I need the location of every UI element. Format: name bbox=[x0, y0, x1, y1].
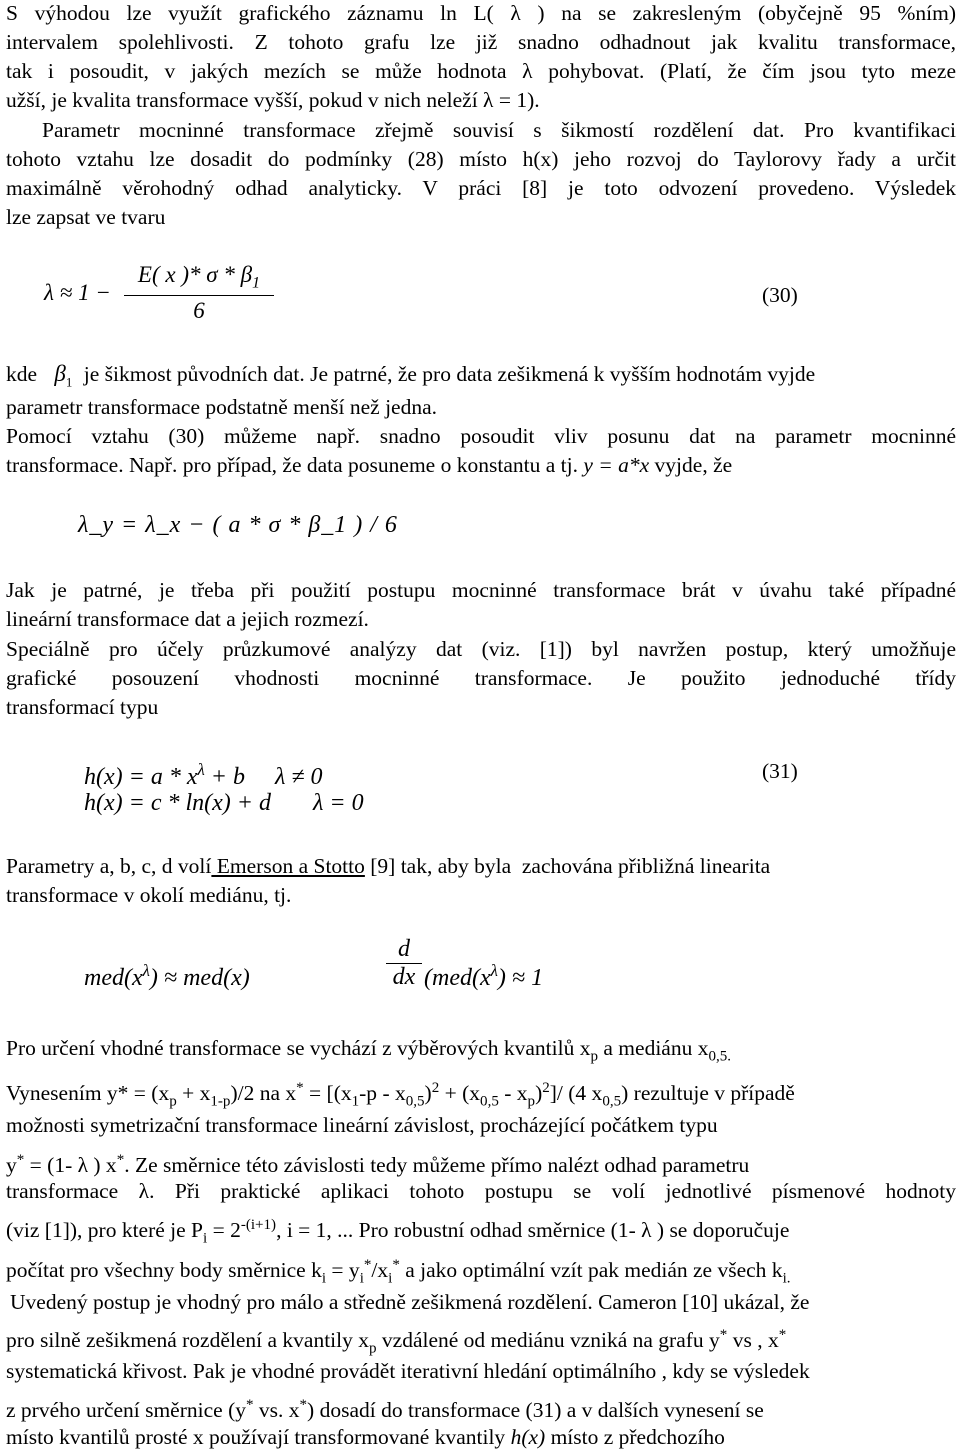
equation-sup: λ bbox=[490, 961, 498, 980]
text-line: grafické posouzení vhodnosti mocninné transformace. Je použito jednoduché třídy bbox=[6, 666, 956, 690]
text-line: systematická křivost. Pak je vhodné provádět iterativní hledání optimálního , kdy se výsledek bbox=[6, 1359, 810, 1383]
equation-30-numerator: E( x )* σ * β bbox=[137, 262, 253, 287]
equation-part: ) ≈ 1 bbox=[497, 965, 544, 991]
text-line bbox=[6, 853, 956, 879]
text-line: transformace λ. Při praktické aplikaci tohoto postupu se volí jednotlivé písmenové hodnoty bbox=[6, 1179, 956, 1203]
beta-symbol: β bbox=[54, 361, 66, 386]
text-line: (viz [1]), pro které je $P_i = 2^{-(i+1)}$, i = 1, ... Pro robustní odhad směrnice (1- λ ) se doporučuje bbox=[6, 1217, 790, 1247]
equation-30-label: (30) bbox=[762, 283, 798, 307]
text-line: Vynesením $y* = (x_p + x_{1-p})/2$ na $x^* = [(x_1-p - x_{0,5})^2 + (x_{0,5} - x_p)^2]/$ (4 $x_{0,5}$) rezultuje v případě bbox=[6, 1080, 795, 1110]
equation-30-numerator-sub: 1 bbox=[252, 274, 261, 292]
equation-31-line1-main: h(x) = a * x bbox=[84, 764, 198, 790]
text-line: místo kvantilů prosté x používají transformované kvantily h(x) místo z předchozího bbox=[6, 1425, 725, 1449]
text-line: Pomocí vztahu (30) můžeme např. snadno posoudit vliv posunu dat na parametr mocninné bbox=[6, 424, 956, 448]
text-line: pro silně zešikmená rozdělení a kvantily $x_p$ vzdálené od mediánu vzniká na grafu y* vs , x* bbox=[6, 1327, 787, 1357]
text-line: Pro určení vhodné transformace se vychází z výběrových kvantilů $x_p$ a mediánu $x_{0,5.}$ bbox=[6, 1036, 732, 1065]
text-line: intervalem spolehlivosti. Z tohoto grafu lze již snadno odhadnout jak kvalitu transformace, bbox=[6, 30, 956, 54]
text-line: parametr transformace podstatně menší než jedna. bbox=[6, 395, 438, 419]
text-line: Parametr mocninné transformace zřejmě souvisí s šikmostí rozdělení dat. Pro kvantifikaci bbox=[42, 118, 956, 142]
text-span: transformace. Např. pro případ, že data posuneme o konstantu a tj. bbox=[6, 453, 578, 477]
equation-sup: λ bbox=[142, 961, 150, 980]
text-line: Uvedený postup je vhodný pro málo a středně zešikmená rozdělení. Cameron [10] ukázal, že bbox=[10, 1290, 810, 1314]
equation-lambda-shift: λ_y = λ_x − ( a * σ * β_1 ) / 6 bbox=[78, 512, 398, 538]
equation-median-left bbox=[84, 958, 250, 991]
equation-30-denominator: 6 bbox=[193, 297, 205, 323]
text-line: transformací typu bbox=[6, 695, 159, 719]
equation-part: (med(x bbox=[424, 965, 491, 991]
equation-31-line1 bbox=[84, 757, 323, 790]
text-span: [9] tak, aby byla zachována přibližná linearita bbox=[364, 854, 771, 878]
citation-link[interactable]: Emerson a Stotto bbox=[211, 854, 365, 878]
beta-subscript: 1 bbox=[65, 374, 73, 390]
text-line: lineární transformace dat a jejich rozmezí. bbox=[6, 607, 369, 631]
text-line bbox=[6, 452, 732, 478]
text-line: užší, je kvalita transformace vyšší, pokud v nich neleží λ = 1). bbox=[6, 88, 540, 112]
equation-part: ) ≈ med(x) bbox=[149, 965, 250, 991]
equation-median-right bbox=[424, 958, 543, 991]
text-line bbox=[6, 361, 815, 395]
text-line: transformace v okolí mediánu, tj. bbox=[6, 883, 292, 907]
kde-word: kde bbox=[6, 362, 38, 386]
text-span: vyjde, že bbox=[649, 453, 733, 477]
equation-part: med(x bbox=[84, 965, 143, 991]
text-line: lze zapsat ve tvaru bbox=[6, 205, 166, 229]
text-line: y* = (1- λ ) x*. Ze směrnice této závislosti tedy můžeme přímo nalézt odhad parametru bbox=[6, 1152, 750, 1178]
equation-30-lhs: λ ≈ 1 − bbox=[44, 280, 111, 305]
equation-31-label: (31) bbox=[762, 759, 798, 783]
text-span: Parametry a, b, c, d volí bbox=[6, 854, 212, 878]
text-line: počítat pro všechny body směrnice $k_i = y_i^*/x_i^*$ a jako optimální vzít pak medián ze všech $k_{i.}$ bbox=[6, 1257, 791, 1287]
equation-31-line1-rest: + b λ ≠ 0 bbox=[204, 764, 323, 790]
derivative-fraction bbox=[386, 936, 422, 991]
derivative-denominator: dx bbox=[392, 964, 416, 990]
derivative-numerator: d bbox=[386, 936, 422, 964]
inline-equation: y = a*x bbox=[583, 453, 650, 477]
text-line: tohoto vztahu lze dosadit do podmínky (28) místo h(x) jeho rozvoj do Taylorovy řady a určit bbox=[6, 147, 956, 171]
text-line: Speciálně pro účely průzkumové analýzy dat (viz. [1]) byl navržen postup, který umožňuje bbox=[6, 637, 956, 661]
equation-30-fraction bbox=[124, 262, 274, 324]
text-span: je šikmost původních dat. Je patrné, že pro data zešikmená k vyšším hodnotám vyjde bbox=[83, 362, 816, 386]
text-line: S výhodou lze využít grafického záznamu ln L( λ ) na se zakresleným (obyčejně 95 %ním) bbox=[6, 1, 956, 25]
text-line: možnosti symetrizační transformace lineární závislost, procházející počátkem typu bbox=[6, 1113, 718, 1137]
text-line: tak i posoudit, v jakých mezích se může hodnota λ pohybovat. (Platí, že čím jsou tyto meze bbox=[6, 59, 956, 83]
text-line: maximálně věrohodný odhad analyticky. V práci [8] je toto odvození provedeno. Výsledek bbox=[6, 176, 956, 200]
text-line: z prvého určení směrnice (y* vs. x*) dosadí do transformace (31) a v dalších vynesení se bbox=[6, 1397, 764, 1423]
equation-31-line2: h(x) = c * ln(x) + d λ = 0 bbox=[84, 790, 364, 816]
equation-31-line1-sup: λ bbox=[197, 760, 205, 779]
text-line: Jak je patrné, je třeba při použití postupu mocninné transformace brát v úvahu také případné bbox=[6, 578, 956, 602]
